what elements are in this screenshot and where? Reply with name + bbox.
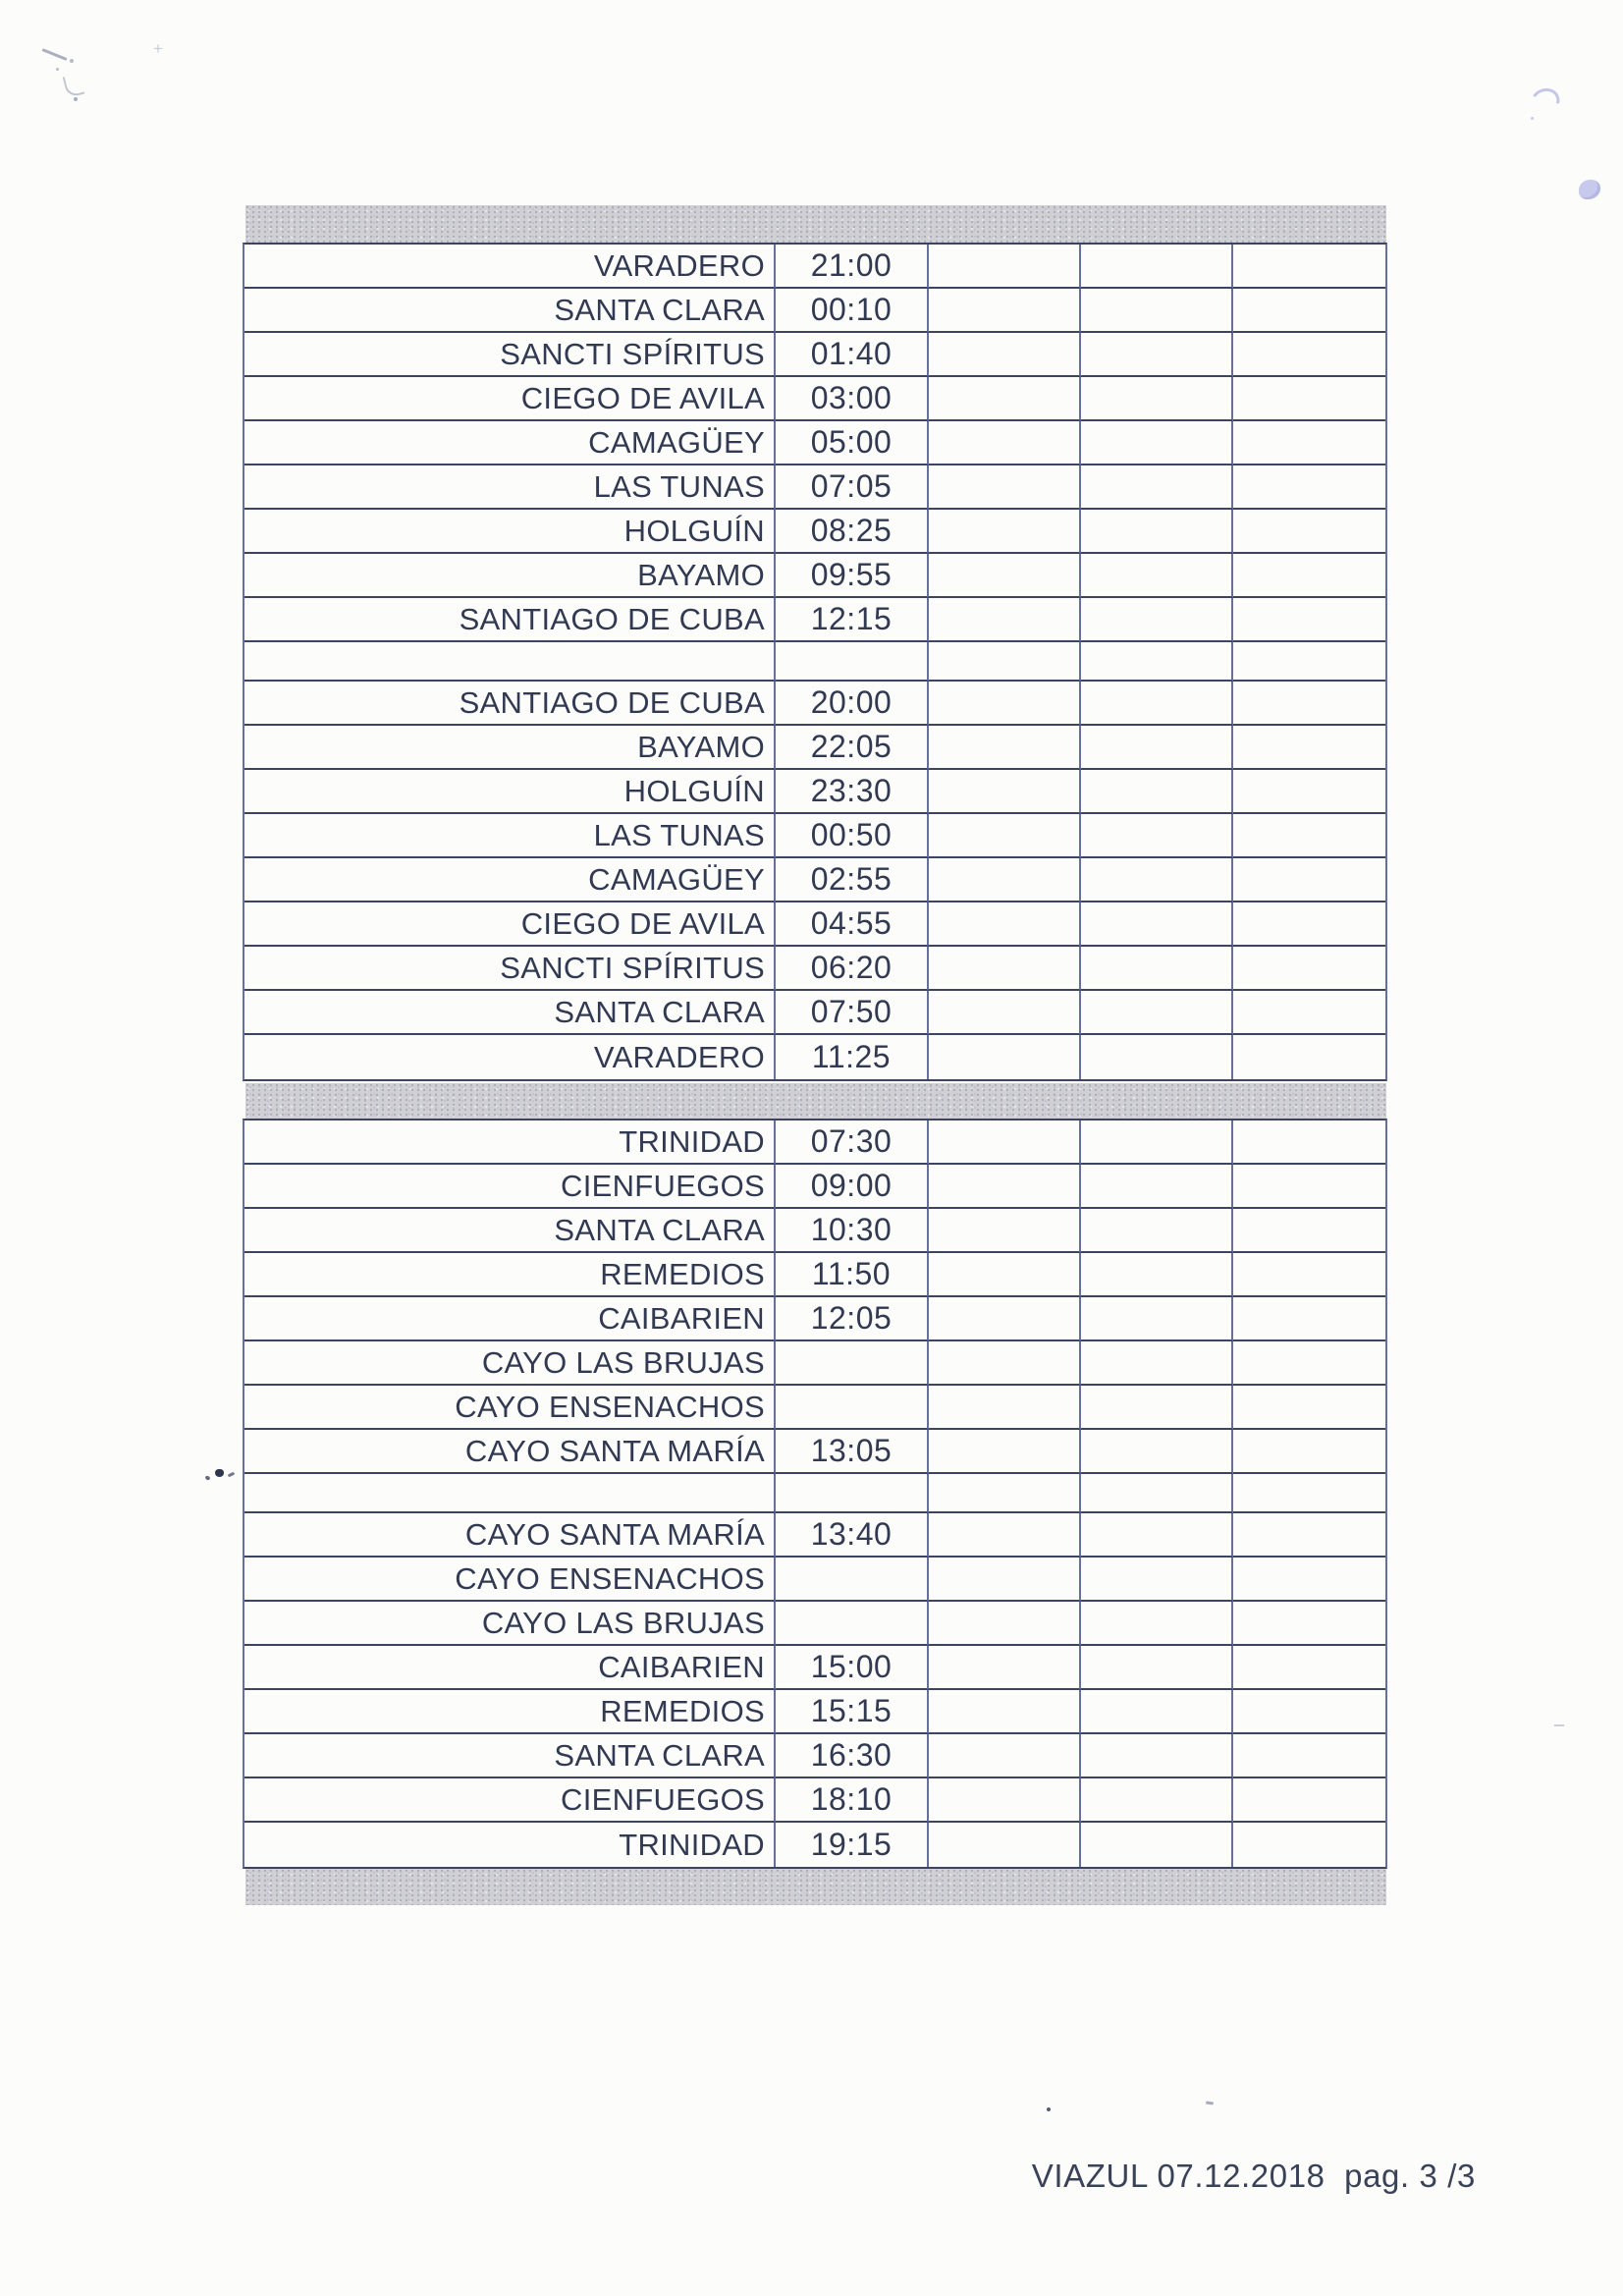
empty-cell (1081, 947, 1233, 991)
empty-cell (1081, 245, 1233, 289)
time-cell: 12:05 (776, 1297, 929, 1341)
empty-cell (1233, 1297, 1385, 1341)
city-cell: SANTA CLARA (244, 991, 776, 1035)
city-cell: HOLGUÍN (244, 510, 776, 554)
empty-cell (1081, 858, 1233, 902)
city-cell: CAYO SANTA MARÍA (244, 1513, 776, 1558)
city-cell: VARADERO (244, 1035, 776, 1079)
pencil-scribble-dot (70, 59, 74, 63)
empty-cell (1081, 510, 1233, 554)
empty-cell (1081, 1430, 1233, 1474)
empty-cell (1233, 770, 1385, 814)
empty-cell (1081, 465, 1233, 510)
time-cell (776, 1341, 929, 1386)
empty-cell (929, 1341, 1081, 1386)
empty-cell (1233, 510, 1385, 554)
city-cell: REMEDIOS (244, 1253, 776, 1297)
scan-speck (1047, 2107, 1051, 2111)
empty-cell (1233, 377, 1385, 421)
empty-cell (1081, 1734, 1233, 1778)
empty-cell (1233, 947, 1385, 991)
time-cell: 20:00 (776, 682, 929, 726)
city-cell: TRINIDAD (244, 1121, 776, 1165)
time-cell (776, 1386, 929, 1430)
empty-cell (929, 991, 1081, 1035)
ink-blob (1579, 180, 1600, 199)
empty-cell (1081, 289, 1233, 333)
city-cell: CIENFUEGOS (244, 1778, 776, 1823)
spacer-cell (776, 1474, 929, 1513)
empty-cell (1233, 245, 1385, 289)
empty-cell (1233, 1341, 1385, 1386)
city-cell: LAS TUNAS (244, 814, 776, 858)
empty-cell (1081, 1823, 1233, 1867)
empty-cell (1233, 682, 1385, 726)
city-cell: CAYO ENSENACHOS (244, 1558, 776, 1602)
empty-cell (1081, 1386, 1233, 1430)
empty-cell (1081, 1253, 1233, 1297)
empty-cell (1233, 1121, 1385, 1165)
spacer-cell (244, 642, 776, 682)
time-cell: 11:50 (776, 1253, 929, 1297)
margin-ink-mark (228, 1472, 236, 1478)
empty-cell (1081, 1341, 1233, 1386)
empty-cell (929, 1558, 1081, 1602)
time-cell: 23:30 (776, 770, 929, 814)
time-cell: 13:05 (776, 1430, 929, 1474)
empty-cell (1081, 1558, 1233, 1602)
empty-cell (1081, 1035, 1233, 1079)
time-cell: 16:30 (776, 1734, 929, 1778)
empty-cell (1081, 1209, 1233, 1253)
empty-cell (929, 1513, 1081, 1558)
empty-cell (1081, 902, 1233, 947)
empty-cell (929, 1386, 1081, 1430)
time-cell: 05:00 (776, 421, 929, 465)
empty-cell (929, 1734, 1081, 1778)
empty-cell (1233, 1690, 1385, 1734)
empty-cell (929, 947, 1081, 991)
scan-speck: + (153, 39, 163, 58)
empty-cell (1233, 1253, 1385, 1297)
city-cell: SANTIAGO DE CUBA (244, 598, 776, 642)
city-cell: SANCTI SPÍRITUS (244, 333, 776, 377)
time-cell: 09:00 (776, 1165, 929, 1209)
time-cell: 07:30 (776, 1121, 929, 1165)
empty-cell (1081, 377, 1233, 421)
city-cell: CAIBARIEN (244, 1646, 776, 1690)
city-cell: TRINIDAD (244, 1823, 776, 1867)
table-separator-stripe (245, 1083, 1386, 1119)
empty-cell (929, 333, 1081, 377)
empty-cell (1233, 1430, 1385, 1474)
empty-cell (1233, 858, 1385, 902)
city-cell: CAYO ENSENACHOS (244, 1386, 776, 1430)
empty-cell (929, 465, 1081, 510)
time-cell: 08:25 (776, 510, 929, 554)
empty-cell (1081, 421, 1233, 465)
empty-cell (1081, 1778, 1233, 1823)
empty-cell (1233, 333, 1385, 377)
city-cell: CAYO SANTA MARÍA (244, 1430, 776, 1474)
empty-cell (929, 1602, 1081, 1646)
spacer-cell (929, 642, 1081, 682)
empty-cell (1081, 770, 1233, 814)
time-cell: 22:05 (776, 726, 929, 770)
empty-cell (1081, 814, 1233, 858)
empty-cell (1233, 814, 1385, 858)
empty-cell (1233, 1513, 1385, 1558)
city-cell: HOLGUÍN (244, 770, 776, 814)
city-cell: CIENFUEGOS (244, 1165, 776, 1209)
city-cell: SANTA CLARA (244, 1209, 776, 1253)
empty-cell (1081, 1513, 1233, 1558)
time-cell: 09:55 (776, 554, 929, 598)
empty-cell (929, 377, 1081, 421)
empty-cell (1233, 554, 1385, 598)
ink-squiggle-dot (1531, 117, 1534, 120)
empty-cell (1081, 1602, 1233, 1646)
empty-cell (929, 1297, 1081, 1341)
time-cell: 10:30 (776, 1209, 929, 1253)
empty-cell (929, 421, 1081, 465)
empty-cell (929, 1646, 1081, 1690)
empty-cell (1233, 1386, 1385, 1430)
empty-cell (929, 1121, 1081, 1165)
time-cell (776, 1558, 929, 1602)
city-cell: LAS TUNAS (244, 465, 776, 510)
empty-cell (929, 598, 1081, 642)
time-cell: 19:15 (776, 1823, 929, 1867)
empty-cell (929, 682, 1081, 726)
empty-cell (929, 902, 1081, 947)
empty-cell (1233, 902, 1385, 947)
time-cell: 00:50 (776, 814, 929, 858)
time-cell: 03:00 (776, 377, 929, 421)
city-cell: REMEDIOS (244, 1690, 776, 1734)
empty-cell (1233, 1734, 1385, 1778)
empty-cell (929, 1035, 1081, 1079)
empty-cell (929, 510, 1081, 554)
empty-cell (1233, 421, 1385, 465)
empty-cell (1233, 1035, 1385, 1079)
empty-cell (1081, 726, 1233, 770)
city-cell: BAYAMO (244, 726, 776, 770)
ink-squiggle (1529, 84, 1562, 115)
empty-cell (1233, 1823, 1385, 1867)
pencil-scribble-stroke (41, 48, 67, 61)
time-cell: 21:00 (776, 245, 929, 289)
time-cell: 15:15 (776, 1690, 929, 1734)
time-cell (776, 1602, 929, 1646)
empty-cell (929, 554, 1081, 598)
city-cell: VARADERO (244, 245, 776, 289)
time-cell: 02:55 (776, 858, 929, 902)
spacer-cell (776, 642, 929, 682)
city-cell: SANTIAGO DE CUBA (244, 682, 776, 726)
spacer-cell (1081, 1474, 1233, 1513)
spacer-cell (929, 1474, 1081, 1513)
empty-cell (1081, 598, 1233, 642)
time-cell: 07:50 (776, 991, 929, 1035)
time-cell: 11:25 (776, 1035, 929, 1079)
empty-cell (929, 1209, 1081, 1253)
empty-cell (1081, 1297, 1233, 1341)
empty-cell (1233, 1165, 1385, 1209)
time-cell: 04:55 (776, 902, 929, 947)
city-cell: BAYAMO (244, 554, 776, 598)
time-cell: 07:05 (776, 465, 929, 510)
pencil-scribble-dot (74, 97, 78, 101)
empty-cell (929, 814, 1081, 858)
empty-cell (929, 245, 1081, 289)
empty-cell (929, 1165, 1081, 1209)
empty-cell (929, 1430, 1081, 1474)
empty-cell (1233, 598, 1385, 642)
city-cell: CIEGO DE AVILA (244, 902, 776, 947)
empty-cell (1233, 465, 1385, 510)
time-cell: 13:40 (776, 1513, 929, 1558)
empty-cell (929, 1253, 1081, 1297)
empty-cell (929, 1778, 1081, 1823)
empty-cell (929, 289, 1081, 333)
page-footer: VIAZUL 07.12.2018 pag. 3 /3 (1031, 2158, 1476, 2194)
empty-cell (1233, 1558, 1385, 1602)
time-cell: 01:40 (776, 333, 929, 377)
pencil-scribble-hook (63, 73, 85, 98)
city-cell: SANTA CLARA (244, 1734, 776, 1778)
empty-cell (1081, 1165, 1233, 1209)
empty-cell (1233, 1778, 1385, 1823)
schedule-table-1 (243, 243, 1387, 1081)
scan-speck (1554, 1724, 1564, 1726)
empty-cell (1081, 333, 1233, 377)
empty-cell (1233, 726, 1385, 770)
empty-cell (929, 726, 1081, 770)
empty-cell (1081, 1690, 1233, 1734)
empty-cell (1233, 289, 1385, 333)
city-cell: CAMAGÜEY (244, 858, 776, 902)
spacer-cell (1233, 1474, 1385, 1513)
scan-speck (1206, 2101, 1214, 2105)
empty-cell (1081, 682, 1233, 726)
city-cell: CIEGO DE AVILA (244, 377, 776, 421)
city-cell: CAYO LAS BRUJAS (244, 1602, 776, 1646)
empty-cell (1233, 1602, 1385, 1646)
time-cell: 15:00 (776, 1646, 929, 1690)
city-cell: SANTA CLARA (244, 289, 776, 333)
time-cell: 06:20 (776, 947, 929, 991)
margin-ink-mark (204, 1475, 210, 1481)
table-footer-stripe (245, 1869, 1386, 1905)
table-header-stripe (245, 205, 1386, 245)
pencil-scribble-dot (56, 68, 59, 71)
empty-cell (1081, 554, 1233, 598)
city-cell: SANCTI SPÍRITUS (244, 947, 776, 991)
empty-cell (1233, 1209, 1385, 1253)
empty-cell (929, 1823, 1081, 1867)
city-cell: CAMAGÜEY (244, 421, 776, 465)
time-cell: 18:10 (776, 1778, 929, 1823)
empty-cell (1081, 1121, 1233, 1165)
city-cell: CAIBARIEN (244, 1297, 776, 1341)
spacer-cell (1081, 642, 1233, 682)
empty-cell (929, 770, 1081, 814)
spacer-cell (1233, 642, 1385, 682)
empty-cell (929, 858, 1081, 902)
schedule-table-2 (243, 1119, 1387, 1869)
empty-cell (1233, 991, 1385, 1035)
city-cell: CAYO LAS BRUJAS (244, 1341, 776, 1386)
empty-cell (1081, 991, 1233, 1035)
time-cell: 00:10 (776, 289, 929, 333)
empty-cell (1233, 1646, 1385, 1690)
empty-cell (929, 1690, 1081, 1734)
margin-ink-mark (215, 1469, 224, 1477)
time-cell: 12:15 (776, 598, 929, 642)
empty-cell (1081, 1646, 1233, 1690)
spacer-cell (244, 1474, 776, 1513)
